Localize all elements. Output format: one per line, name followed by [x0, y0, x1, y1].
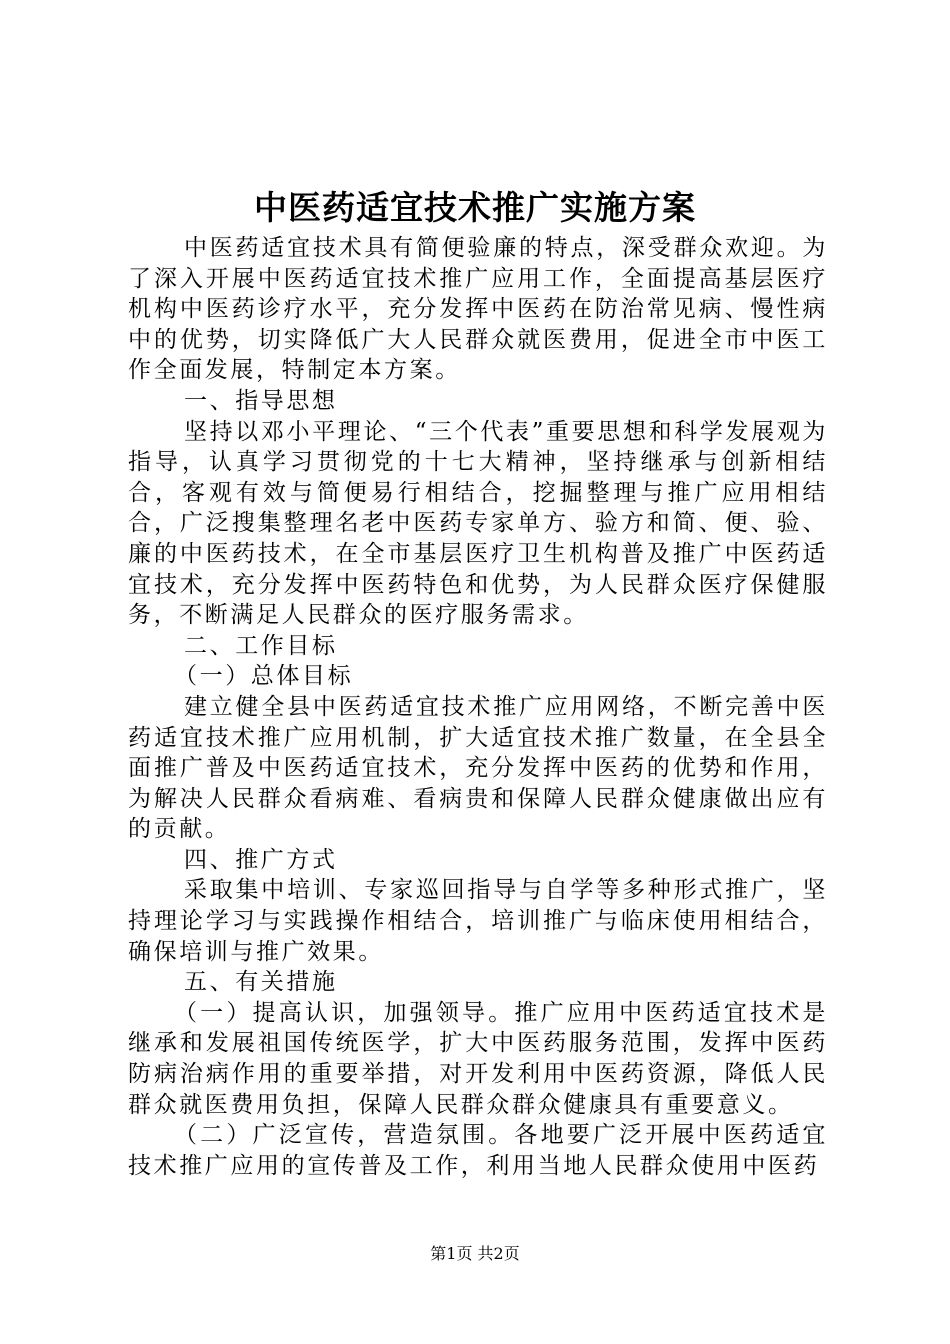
overall-goal-paragraph: 建立健全县中医药适宜技术推广应用网络，不断完善中医药适宜技术推广应用机制，扩大适宜技术推广数量，在全县全面推广普及中医药适宜技术，充分发挥中医药的优势和作用，为解决人民群众看病难、看病贵和保障人民群众健康做出应有的贡献。	[128, 693, 828, 843]
document-body	[128, 233, 828, 1181]
promotion-methods-paragraph: 采取集中培训、专家巡回指导与自学等多种形式推广，坚持理论学习与实践操作相结合，培训推广与临床使用相结合，确保培训与推广效果。	[128, 877, 828, 965]
section-heading-guiding-ideology: 一、指导思想	[184, 387, 338, 414]
subsection-heading-overall-goal: （一）总体目标	[174, 663, 354, 690]
section-heading-measures: 五、有关措施	[184, 969, 338, 996]
intro-paragraph: 中医药适宜技术具有简便验廉的特点，深受群众欢迎。为了深入开展中医药适宜技术推广应用工作，全面提高基层医疗机构中医药诊疗水平，充分发挥中医药在防治常见病、慢性病中的优势，切实降低广大人民群众就医费用，促进全市中医工作全面发展，特制定本方案。	[128, 235, 828, 384]
page-footer: 第1页 共2页	[430, 1244, 520, 1263]
section-heading-work-goals: 二、工作目标	[184, 632, 338, 659]
document-title: 中医药适宜技术推广实施方案	[254, 188, 696, 227]
section-heading-promotion-methods: 四、推广方式	[184, 846, 338, 873]
guiding-ideology-paragraph: 坚持以邓小平理论、“三个代表”重要思想和科学发展观为指导，认真学习贯彻党的十七大精神，坚持继承与创新相结合，客观有效与简便易行相结合，挖掘整理与推广应用相结合，广泛搜集整理名老中医药专家单方、验方和简、便、验、廉的中医药技术，在全市基层医疗卫生机构普及推广中医药适宜技术，充分发挥中医药特色和优势，为人民群众医疗保健服务，不断满足人民群众的医疗服务需求。	[128, 418, 828, 629]
measure-two-paragraph: （二）广泛宣传，营造氛围。各地要广泛开展中医药适宜技术推广应用的宣传普及工作，利用当地人民群众使用中医药	[128, 1122, 828, 1179]
measure-one-paragraph: （一）提高认识，加强领导。推广应用中医药适宜技术是继承和发展祖国传统医学，扩大中医药服务范围，发挥中医药防病治病作用的重要举措，对开发利用中医药资源，降低人民群众就医费用负担，保障人民群众群众健康具有重要意义。	[128, 999, 828, 1118]
